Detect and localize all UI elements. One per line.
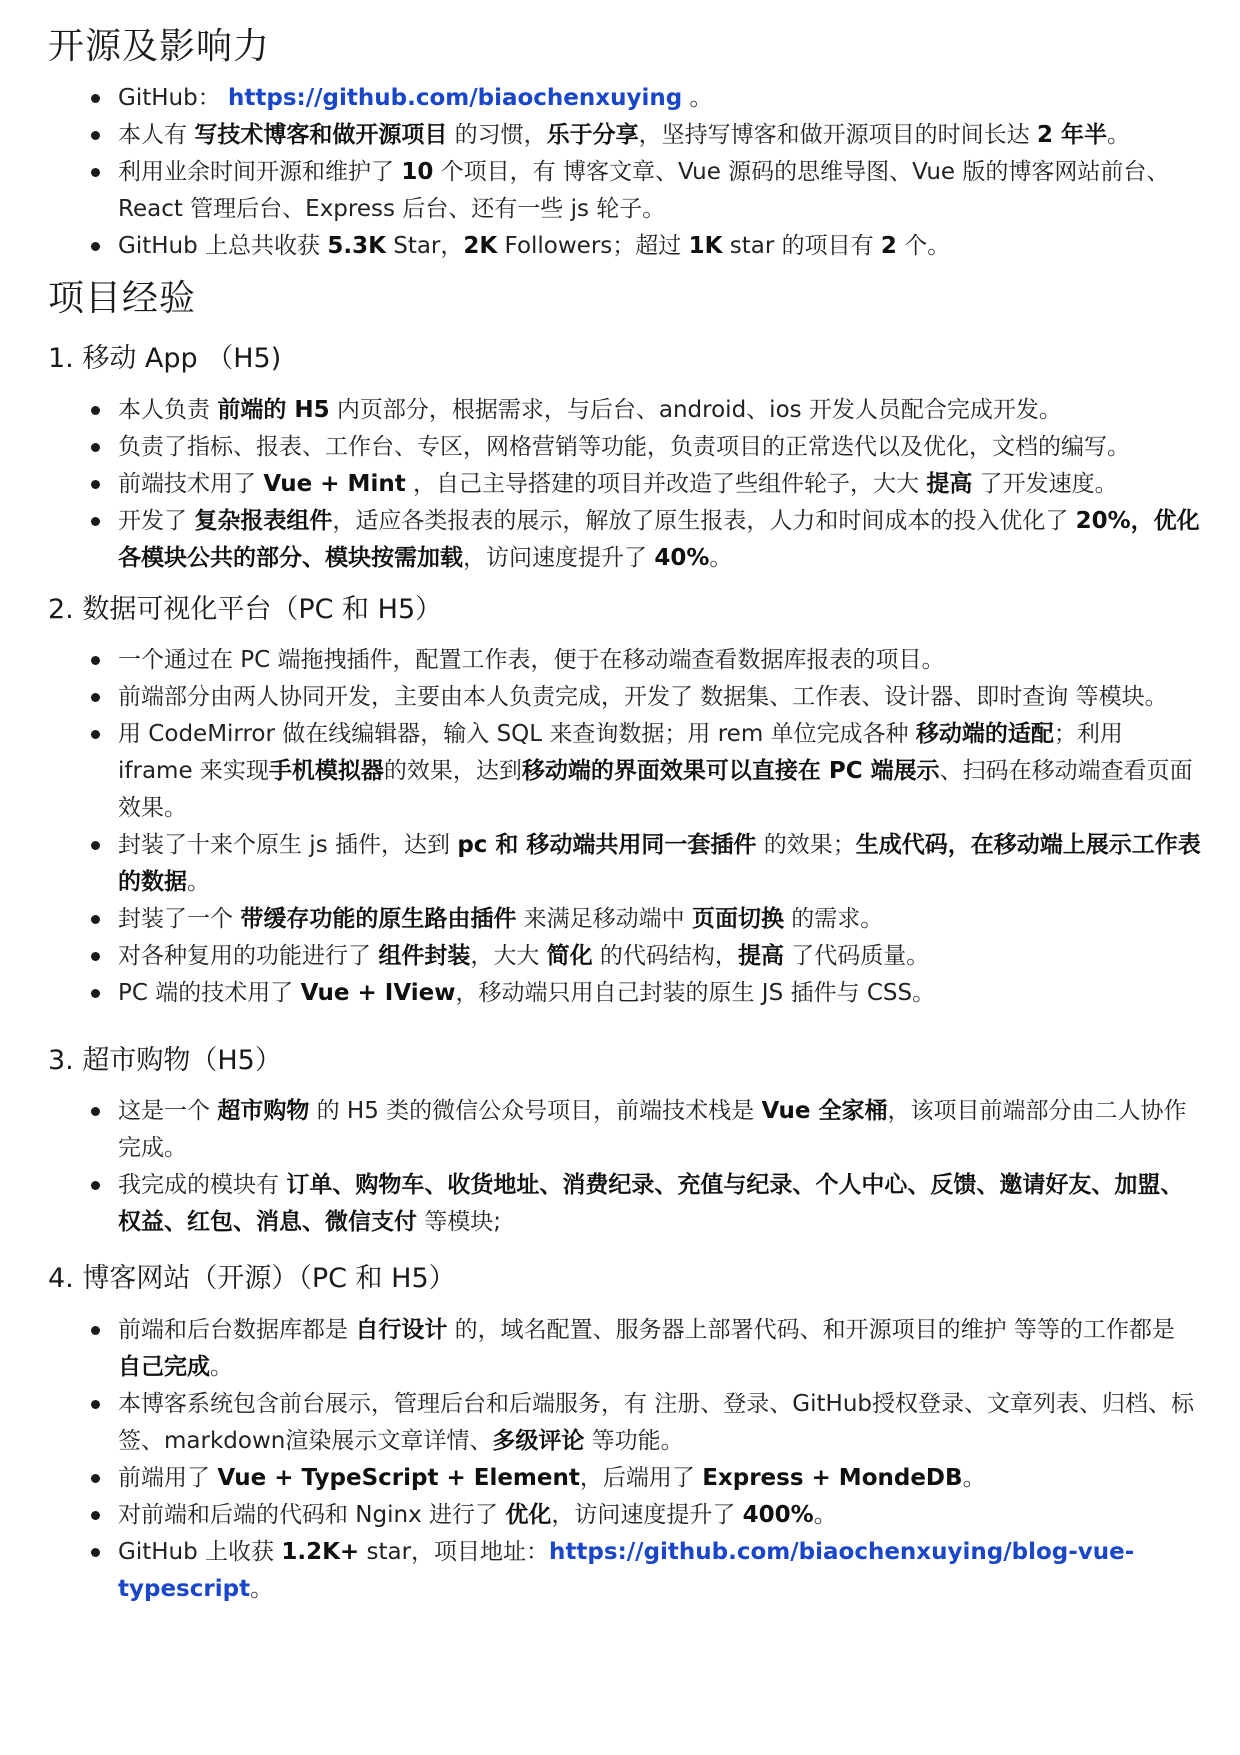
list-item [0, 1497, 1240, 1534]
bold-text: 前端的 H5 [217, 397, 330, 423]
text-span: ，坚持写博客和做开源项目的时间长达 [638, 122, 1037, 148]
bold-text: 40% [654, 545, 710, 571]
list-item [0, 429, 1240, 466]
text-span: 了开发速度。 [972, 471, 1118, 497]
bold-text: Vue + Mint [263, 471, 406, 497]
list-item [0, 154, 1240, 228]
bold-text: 超市购物 [217, 1098, 310, 1124]
text-span: Followers；超过 [497, 233, 689, 259]
text-span: ，移动端只用自己封装的原生 JS 插件与 CSS。 [455, 980, 936, 1006]
project-list-mobile-app [0, 392, 1240, 577]
bold-text: 提高 [737, 943, 784, 969]
text-span: 个。 [896, 233, 951, 259]
project-title-supermarket: 3. 超市购物（H5） [48, 1045, 282, 1076]
text-span: 用 CodeMirror 做在线编辑器，输入 SQL 来查询数据；用 rem 单位完成各种 [118, 721, 916, 747]
bold-text: Express + MondeDB [702, 1465, 963, 1491]
bold-text: 2 年半 [1036, 122, 1107, 148]
text-span: 。 [1106, 122, 1130, 148]
bold-text: 1K [688, 233, 723, 259]
text-span: star，项目地址： [359, 1539, 550, 1565]
text-span: star 的项目有 [722, 233, 881, 259]
bold-text: 5.3K [327, 233, 386, 259]
github-link[interactable]: https://github.com/biaochenxuying/blog-vue-typescript [118, 1539, 1135, 1602]
text-span: 前端用了 [118, 1465, 218, 1491]
text-span: 。 [962, 1465, 986, 1491]
bold-text: 复杂报表组件 [194, 508, 333, 534]
text-span: 。 [210, 1354, 233, 1380]
bold-text: 生成代码，在移动端上展示工作表的数据 [118, 832, 1201, 895]
text-span: 。 [709, 545, 733, 571]
text-span: 等功能。 [584, 1428, 684, 1454]
text-span: 。 [682, 85, 713, 111]
bold-text: 自己完成 [118, 1354, 210, 1380]
bold-text: 2 [880, 233, 897, 259]
text-span: 的，域名配置、服务器上部署代码、和开源项目的维护 等等的工作都是 [447, 1317, 1175, 1343]
text-span: 了代码质量。 [783, 943, 930, 969]
bold-text: 页面切换 [691, 906, 784, 932]
text-span: 。 [250, 1576, 274, 1602]
bold-text: 移动端的界面效果可以直接在 PC 端展示 [521, 758, 940, 784]
text-span: 的需求。 [783, 906, 884, 932]
list-item [0, 827, 1240, 901]
bold-text: 简化 [546, 943, 593, 969]
text-span: 的 H5 类的微信公众号项目，前端技术栈是 [309, 1098, 762, 1124]
bold-text: 多级评论 [492, 1428, 585, 1454]
list-item [0, 1460, 1240, 1497]
list-item [0, 1312, 1240, 1386]
text-span: ；利用 iframe 来实现 [118, 721, 1123, 784]
text-span: ，适应各类报表的展示，解放了原生报表，人力和时间成本的投入优化了 [332, 508, 1076, 534]
text-span: 开发了 [118, 508, 195, 534]
text-span: PC 端的技术用了 [118, 980, 301, 1006]
bold-text: 乐于分享 [546, 122, 639, 148]
text-span: ，访问速度提升了 [551, 1502, 743, 1528]
bold-text: 优化 [505, 1502, 552, 1528]
project-title-data-viz: 2. 数据可视化平台（PC 和 H5） [48, 594, 443, 625]
bold-text: 20%，优化各模块公共的部分、模块按需加载 [118, 508, 1200, 571]
text-span: 前端技术用了 [118, 471, 264, 497]
text-span: 前端和后台数据库都是 [118, 1317, 356, 1343]
bold-text: 手机模拟器 [268, 758, 384, 784]
bold-text: 提高 [926, 471, 973, 497]
text-span: 等模块; [417, 1209, 502, 1235]
bold-text: 10 [401, 159, 434, 185]
list-item [0, 117, 1240, 154]
list-item [0, 80, 1240, 117]
project-list-blog [0, 1312, 1240, 1608]
list-item [0, 1386, 1240, 1460]
bold-text: Vue + IView [300, 980, 456, 1006]
text-span: 的效果，达到 [383, 758, 522, 784]
list-item [0, 1534, 1240, 1608]
list-item [0, 392, 1240, 429]
text-span: ，访问速度提升了 [463, 545, 655, 571]
bold-text: Vue 全家桶 [761, 1098, 888, 1124]
text-span: 封装了一个 [118, 906, 241, 932]
text-span: Star， [385, 233, 464, 259]
text-span: GitHub 上收获 [118, 1539, 282, 1565]
text-span: 本人负责 [118, 397, 218, 423]
section-heading-opensource: 开源及影响力 [48, 26, 271, 67]
list-item [0, 228, 1240, 265]
text-span: 前端部分由两人协同开发，主要由本人负责完成，开发了 数据集、工作表、设计器、即时查询 等模块。 [118, 684, 1168, 710]
bold-text: 1.2K+ [281, 1539, 360, 1565]
list-item [0, 716, 1240, 827]
bold-text: pc 和 移动端共用同一套插件 [457, 832, 757, 858]
text-span: 的代码结构， [592, 943, 738, 969]
text-span: 内页部分，根据需求，与后台、android、ios 开发人员配合完成开发。 [329, 397, 1062, 423]
text-span: 我完成的模块有 [118, 1172, 287, 1198]
text-span: 。 [187, 869, 210, 895]
bold-text: 写技术博客和做开源项目 [194, 122, 448, 148]
text-span: 来满足移动端中 [516, 906, 692, 932]
github-link[interactable]: https://github.com/biaochenxuying [228, 85, 683, 111]
text-span: 利用业余时间开源和维护了 [118, 159, 402, 185]
list-item [0, 1167, 1240, 1241]
text-span: 个项目，有 博客文章、Vue 源码的思维导图、Vue 版的博客网站前台、React 管理后台、Express 后台、还有一些 js 轮子。 [118, 159, 1170, 222]
bold-text: 400% [742, 1502, 814, 1528]
text-span: 的习惯， [447, 122, 547, 148]
text-span: ，该项目前端部分由二人协作完成。 [118, 1098, 1187, 1161]
text-span: 。 [813, 1502, 837, 1528]
bold-text: 2K [463, 233, 498, 259]
list-item [0, 642, 1240, 679]
bold-text: 移动端的适配 [915, 721, 1054, 747]
section-heading-experience: 项目经验 [48, 278, 197, 319]
bold-text: 组件封装 [378, 943, 471, 969]
project-list-supermarket [0, 1093, 1240, 1241]
text-span: GitHub 上总共收获 [118, 233, 328, 259]
text-span: 对前端和后端的代码和 Nginx 进行了 [118, 1502, 506, 1528]
text-span: 封装了十来个原生 js 插件，达到 [118, 832, 458, 858]
text-span: 对各种复用的功能进行了 [118, 943, 379, 969]
bold-text: 订单、购物车、收货地址、消费纪录、充值与纪录、个人中心、反馈、邀请好友、加盟、权益、红包、消息、微信支付 [118, 1172, 1184, 1235]
text-span: 一个通过在 PC 端拖拽插件，配置工作表，便于在移动端查看数据库报表的项目。 [118, 647, 945, 673]
bold-text: Vue + TypeScript + Element [217, 1465, 580, 1491]
list-item [0, 679, 1240, 716]
text-span: ，大大 [470, 943, 547, 969]
bold-text: 自行设计 [355, 1317, 448, 1343]
list-item [0, 901, 1240, 938]
text-span: 本博客系统包含前台展示，管理后台和后端服务，有 注册、登录、GitHub授权登录、文章列表、归档、标签、markdown渲染展示文章详情、 [118, 1391, 1195, 1454]
project-title-mobile-app: 1. 移动 App （H5) [48, 343, 282, 374]
list-item [0, 503, 1240, 577]
text-span: 本人有 [118, 122, 195, 148]
project-list-data-viz [0, 642, 1240, 1012]
list-item [0, 938, 1240, 975]
text-span: 的效果； [756, 832, 856, 858]
text-span: ，后端用了 [579, 1465, 703, 1491]
text-span: 这是一个 [118, 1098, 218, 1124]
bold-text: 带缓存功能的原生路由插件 [240, 906, 517, 932]
text-span: ，自己主导搭建的项目并改造了些组件轮子，大大 [405, 471, 927, 497]
project-title-blog: 4. 博客网站（开源）（PC 和 H5） [48, 1263, 456, 1294]
text-span: 、扫码在移动端查看页面效果。 [118, 758, 1193, 821]
text-span: 负责了指标、报表、工作台、专区，网格营销等功能，负责项目的正常迭代以及优化，文档的编写。 [118, 434, 1130, 460]
list-item [0, 975, 1240, 1012]
text-span: GitHub： [118, 85, 229, 111]
list-item [0, 1093, 1240, 1167]
opensource-list [0, 80, 1240, 265]
list-item [0, 466, 1240, 503]
